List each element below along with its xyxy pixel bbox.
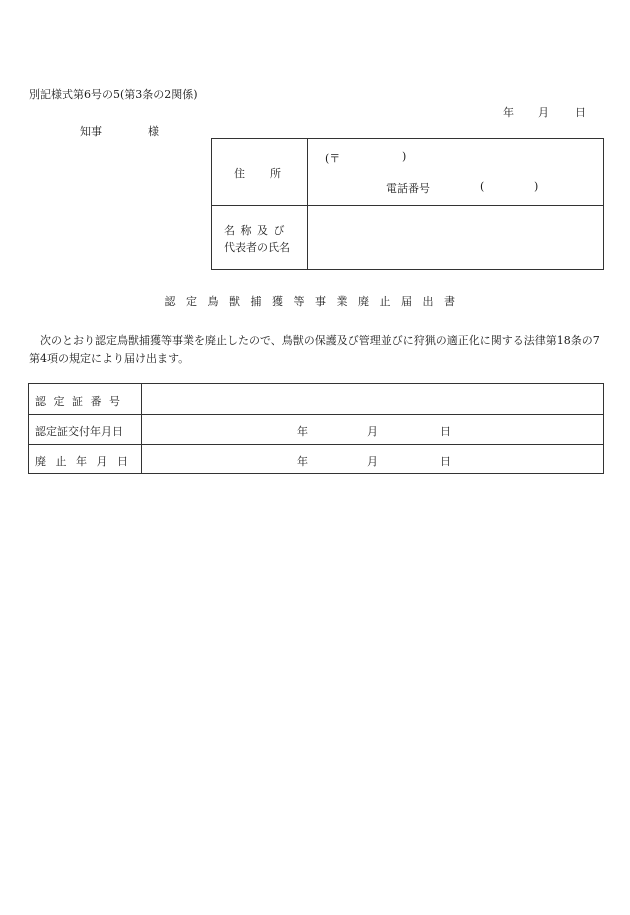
name-label-line2: 代表者の氏名 [224, 241, 290, 254]
postal-code-close: ) [402, 150, 407, 163]
divider [29, 444, 603, 445]
applicant-table [211, 138, 604, 270]
cert-number-label: 認定証番号 [35, 395, 128, 408]
form-reference: 別記様式第6号の5(第3条の2関係) [29, 88, 198, 101]
document-title: 認定鳥獣捕獲等事業廃止届出書 [164, 295, 466, 308]
year-label: 年 [297, 455, 308, 468]
year-label: 年 [297, 425, 308, 438]
divider [307, 139, 308, 269]
issue-date-label: 認定証交付年月日 [35, 425, 123, 438]
address-label-char: 所 [270, 167, 281, 180]
address-label-char: 住 [234, 167, 245, 180]
honorific-label: 様 [148, 125, 159, 138]
name-label-line1: 名称及び [224, 224, 290, 237]
governor-label: 知事 [80, 125, 102, 138]
phone-label: 電話番号 [386, 182, 430, 195]
phone-close: ) [534, 180, 539, 193]
day-label: 日 [440, 425, 451, 438]
month-label: 月 [367, 425, 378, 438]
year-label: 年 [503, 106, 514, 119]
details-table [28, 383, 604, 474]
divider [29, 414, 603, 415]
phone-open: ( [480, 180, 485, 193]
month-label: 月 [367, 455, 378, 468]
day-label: 日 [575, 106, 586, 119]
divider [141, 384, 142, 473]
body-text: 次のとおり認定鳥獣捕獲等事業を廃止したので、鳥獣の保護及び管理並びに狩猟の適正化に関する法律第18条の7第4項の規定により届け出ます。 [29, 334, 600, 365]
day-label: 日 [440, 455, 451, 468]
abolish-date-label: 廃止年月日 [35, 455, 138, 468]
month-label: 月 [538, 106, 549, 119]
divider [212, 205, 603, 206]
postal-code-open: (〒 [325, 152, 341, 165]
